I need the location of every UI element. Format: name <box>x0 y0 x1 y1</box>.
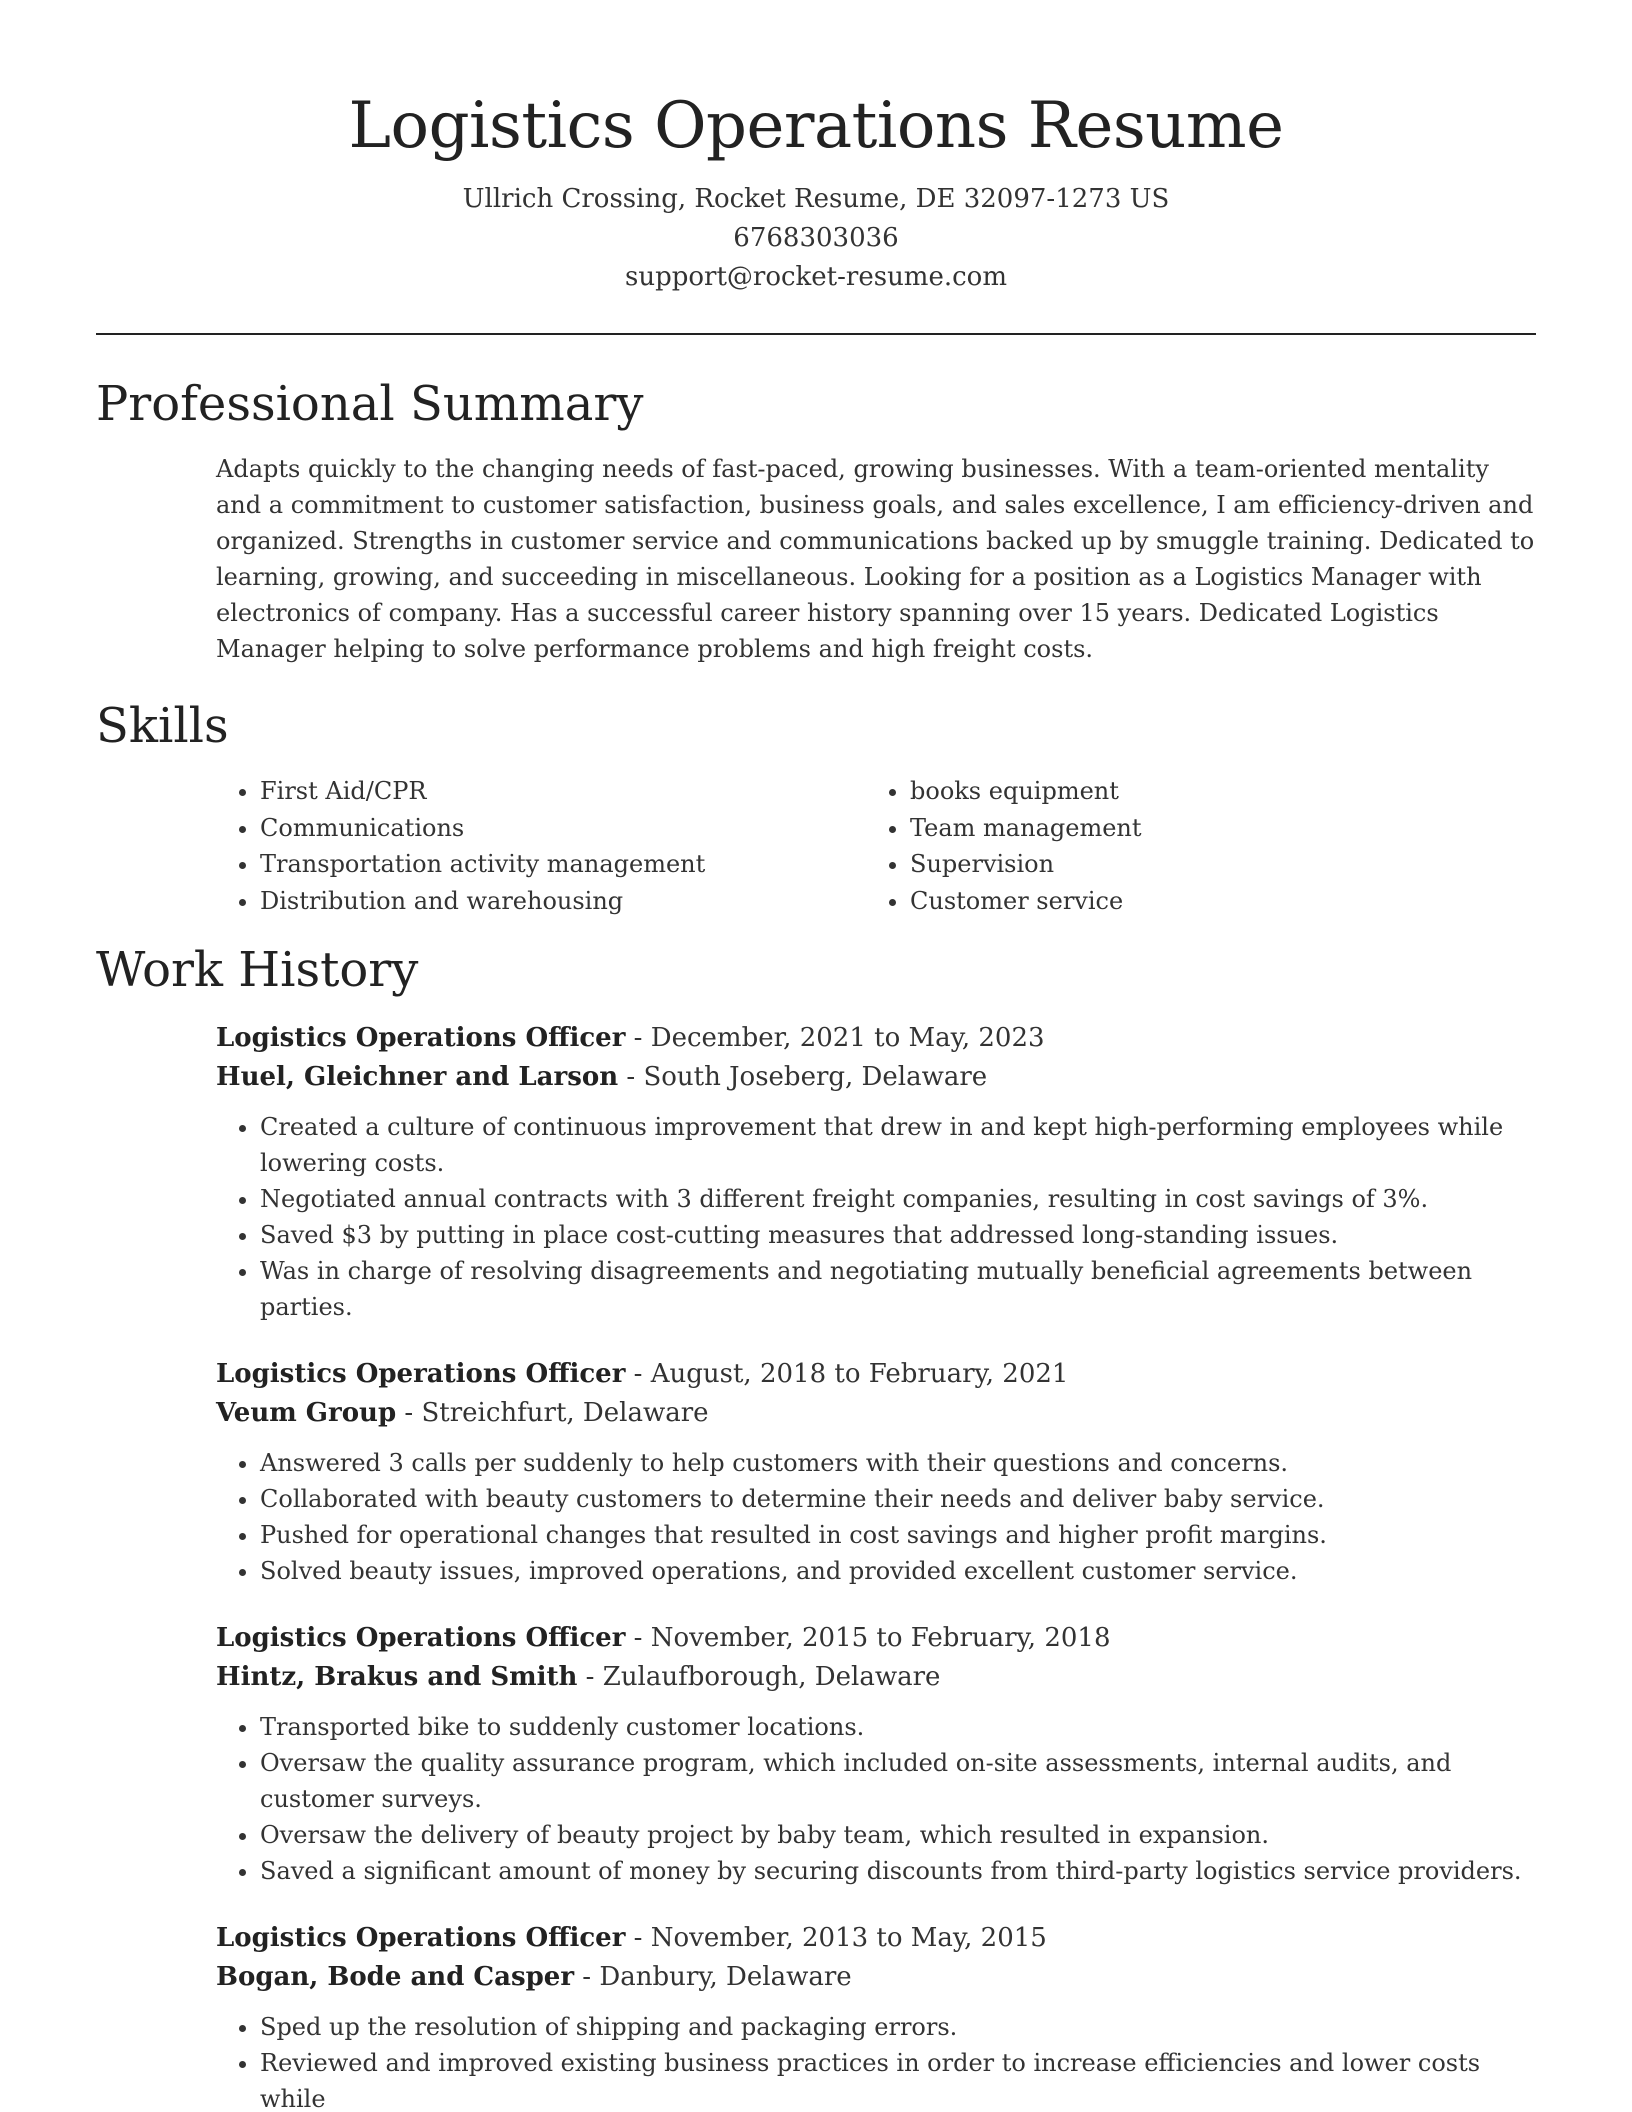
job-company-line <box>216 1394 1536 1433</box>
job-entry <box>216 1619 1536 1889</box>
phone-number: 6768303036 <box>733 223 899 253</box>
separator: - <box>574 1962 600 1992</box>
skills-list <box>216 773 1536 919</box>
job-company-line <box>216 1658 1536 1697</box>
duty-item: • Saved a significant amount of money by securing discounts from third-party logistics service providers. <box>260 1853 1536 1889</box>
duty-item: • Oversaw the delivery of beauty project by baby team, which resulted in expansion. <box>260 1817 1536 1853</box>
duty-item: • Transported bike to suddenly customer locations. <box>260 1709 1536 1745</box>
skills-column-right <box>866 773 1516 919</box>
email-address: support@rocket-resume.com <box>624 262 1007 292</box>
job-duties <box>216 2009 1536 2112</box>
job-dates: November, 2015 to February, 2018 <box>650 1623 1111 1653</box>
job-company: Veum Group <box>216 1398 397 1428</box>
skill-item: • books equipment <box>910 773 1516 810</box>
job-duties <box>216 1109 1536 1325</box>
duty-item: • Oversaw the quality assurance program, which included on-site assessments, internal audits, and customer surveys. <box>260 1745 1536 1817</box>
duty-item: • Created a culture of continuous improvement that drew in and kept high-performing employees while lowering costs. <box>260 1109 1536 1181</box>
job-role: Logistics Operations Officer <box>216 1023 626 1053</box>
separator: - <box>618 1062 644 1092</box>
job-title-line <box>216 1355 1536 1394</box>
resume-header <box>96 0 1536 297</box>
job-company-line <box>216 1058 1536 1097</box>
skill-item: • Team management <box>910 810 1516 847</box>
duty-item: • Negotiated annual contracts with 3 different freight companies, resulting in cost savings of 3%. <box>260 1181 1536 1217</box>
job-location: South Joseberg, Delaware <box>643 1062 988 1092</box>
skill-item: • Customer service <box>910 883 1516 920</box>
header-divider <box>96 333 1536 335</box>
job-entry <box>216 1919 1536 2112</box>
job-company: Huel, Gleichner and Larson <box>216 1062 619 1092</box>
skill-item: • Distribution and warehousing <box>260 883 866 920</box>
job-company: Bogan, Bode and Casper <box>216 1962 575 1992</box>
duty-item: • Answered 3 calls per suddenly to help customers with their questions and concerns. <box>260 1445 1536 1481</box>
contact-info <box>96 180 1536 297</box>
separator: - <box>625 1359 651 1389</box>
duty-item: • Collaborated with beauty customers to determine their needs and deliver baby service. <box>260 1481 1536 1517</box>
separator: - <box>396 1398 422 1428</box>
address: Ullrich Crossing, Rocket Resume, DE 32097-1273 US <box>462 184 1170 214</box>
job-location: Danbury, Delaware <box>599 1962 852 1992</box>
skill-item: • First Aid/CPR <box>260 773 866 810</box>
job-entry <box>216 1355 1536 1589</box>
work-history-heading: Work History <box>96 942 419 998</box>
job-dates: December, 2021 to May, 2023 <box>650 1023 1045 1053</box>
job-location: Streichfurt, Delaware <box>421 1398 709 1428</box>
duty-item: • Sped up the resolution of shipping and packaging errors. <box>260 2009 1536 2045</box>
duty-item: • Reviewed and improved existing business practices in order to increase efficiencies and lower costs while <box>260 2045 1536 2112</box>
duty-item: • Solved beauty issues, improved operations, and provided excellent customer service. <box>260 1553 1536 1589</box>
job-role: Logistics Operations Officer <box>216 1359 626 1389</box>
summary-heading: Professional Summary <box>96 376 644 432</box>
job-duties <box>216 1709 1536 1889</box>
resume-title: Logistics Operations Resume <box>348 89 1284 163</box>
job-company-line <box>216 1958 1536 1997</box>
separator: - <box>625 1023 651 1053</box>
job-duties <box>216 1445 1536 1589</box>
duty-item: • Pushed for operational changes that resulted in cost savings and higher profit margins. <box>260 1517 1536 1553</box>
duty-item: • Was in charge of resolving disagreements and negotiating mutually beneficial agreements between parties. <box>260 1253 1536 1325</box>
skills-heading: Skills <box>96 698 229 754</box>
job-role: Logistics Operations Officer <box>216 1623 626 1653</box>
skills-column-left <box>216 773 866 919</box>
job-dates: November, 2013 to May, 2015 <box>650 1923 1047 1953</box>
job-title-line <box>216 1019 1536 1058</box>
job-title-line <box>216 1619 1536 1658</box>
resume-page <box>96 0 1536 2112</box>
duty-item: • Saved $3 by putting in place cost-cutting measures that addressed long-standing issues. <box>260 1217 1536 1253</box>
skill-item: • Transportation activity management <box>260 846 866 883</box>
job-role: Logistics Operations Officer <box>216 1923 626 1953</box>
job-entry <box>216 1019 1536 1325</box>
skill-item: • Supervision <box>910 846 1516 883</box>
job-location: Zulaufborough, Delaware <box>602 1662 941 1692</box>
skill-item: • Communications <box>260 810 866 847</box>
separator: - <box>625 1623 651 1653</box>
job-company: Hintz, Brakus and Smith <box>216 1662 578 1692</box>
summary-text: Adapts quickly to the changing needs of fast-paced, growing businesses. With a team-oriented mentality and a commitment to customer satisfaction, business goals, and sales excellence, I am efficiency-driven and organized. Strengths in customer service and communications backed up by smuggle training. Dedicated to learning, growing, and succeeding in miscellaneous. Looking for a position as a Logistics Manager with electronics of company. Has a successful career history spanning over 15 years. Dedicated Logistics Manager helping to solve performance problems and high freight costs. <box>216 455 1535 663</box>
job-dates: August, 2018 to February, 2021 <box>650 1359 1069 1389</box>
job-title-line <box>216 1919 1536 1958</box>
separator: - <box>625 1923 651 1953</box>
separator: - <box>577 1662 603 1692</box>
